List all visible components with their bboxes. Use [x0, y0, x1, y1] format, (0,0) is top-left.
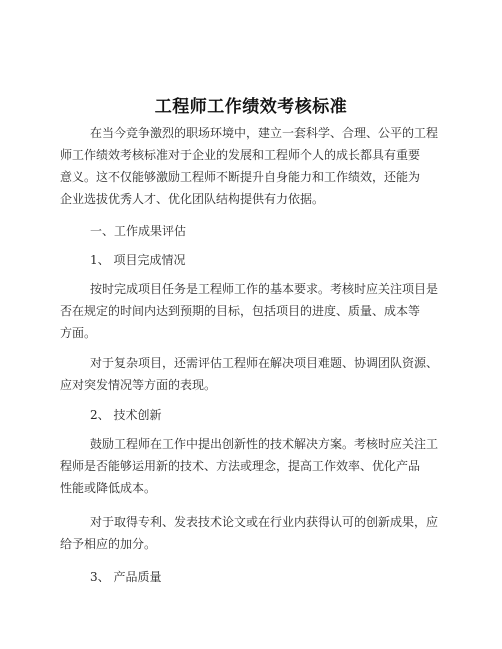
paragraph-line: 对于复杂项目，还需评估工程师在解决项目难题、协调团队资源、 [90, 356, 439, 370]
paragraph-line: 方面。 [60, 326, 97, 340]
paragraph-line: 性能或降低成本。 [60, 481, 157, 495]
paragraph-line: 应对突发情况等方面的表现。 [60, 378, 217, 392]
section-heading: 一、工作成果评估 [90, 224, 187, 238]
subsection-heading: 3、 产品质量 [90, 570, 162, 584]
document-title: 工程师工作绩效考核标准 [154, 97, 348, 117]
paragraph-line: 按时完成项目任务是工程师工作的基本要求。考核时应关注项目是 [90, 282, 439, 296]
intro-line: 在当今竞争激烈的职场环境中，建立一套科学、合理、公平的工程 [90, 126, 439, 140]
intro-line: 意义。这不仅能够激励工程师不断提升自身能力和工作绩效，还能为 [60, 170, 421, 184]
paragraph-line: 鼓励工程师在工作中提出创新性的技术解决方案。考核时应关注工 [90, 437, 439, 451]
paragraph-line: 对于取得专利、发表技术论文或在行业内获得认可的创新成果，应 [90, 515, 439, 529]
intro-line: 师工作绩效考核标准对于企业的发展和工程师个人的成长都具有重要 [60, 148, 421, 162]
paragraph-line: 给予相应的加分。 [60, 537, 157, 551]
paragraph-line: 程师是否能够运用新的技术、方法或理念，提高工作效率、优化产品 [60, 459, 421, 473]
intro-line: 企业选拔优秀人才、优化团队结构提供有力依据。 [60, 192, 325, 206]
subsection-heading: 1、 项目完成情况 [90, 253, 186, 267]
subsection-heading: 2、 技术创新 [90, 408, 162, 422]
paragraph-line: 否在规定的时间内达到预期的目标，包括项目的进度、质量、成本等 [60, 304, 421, 318]
